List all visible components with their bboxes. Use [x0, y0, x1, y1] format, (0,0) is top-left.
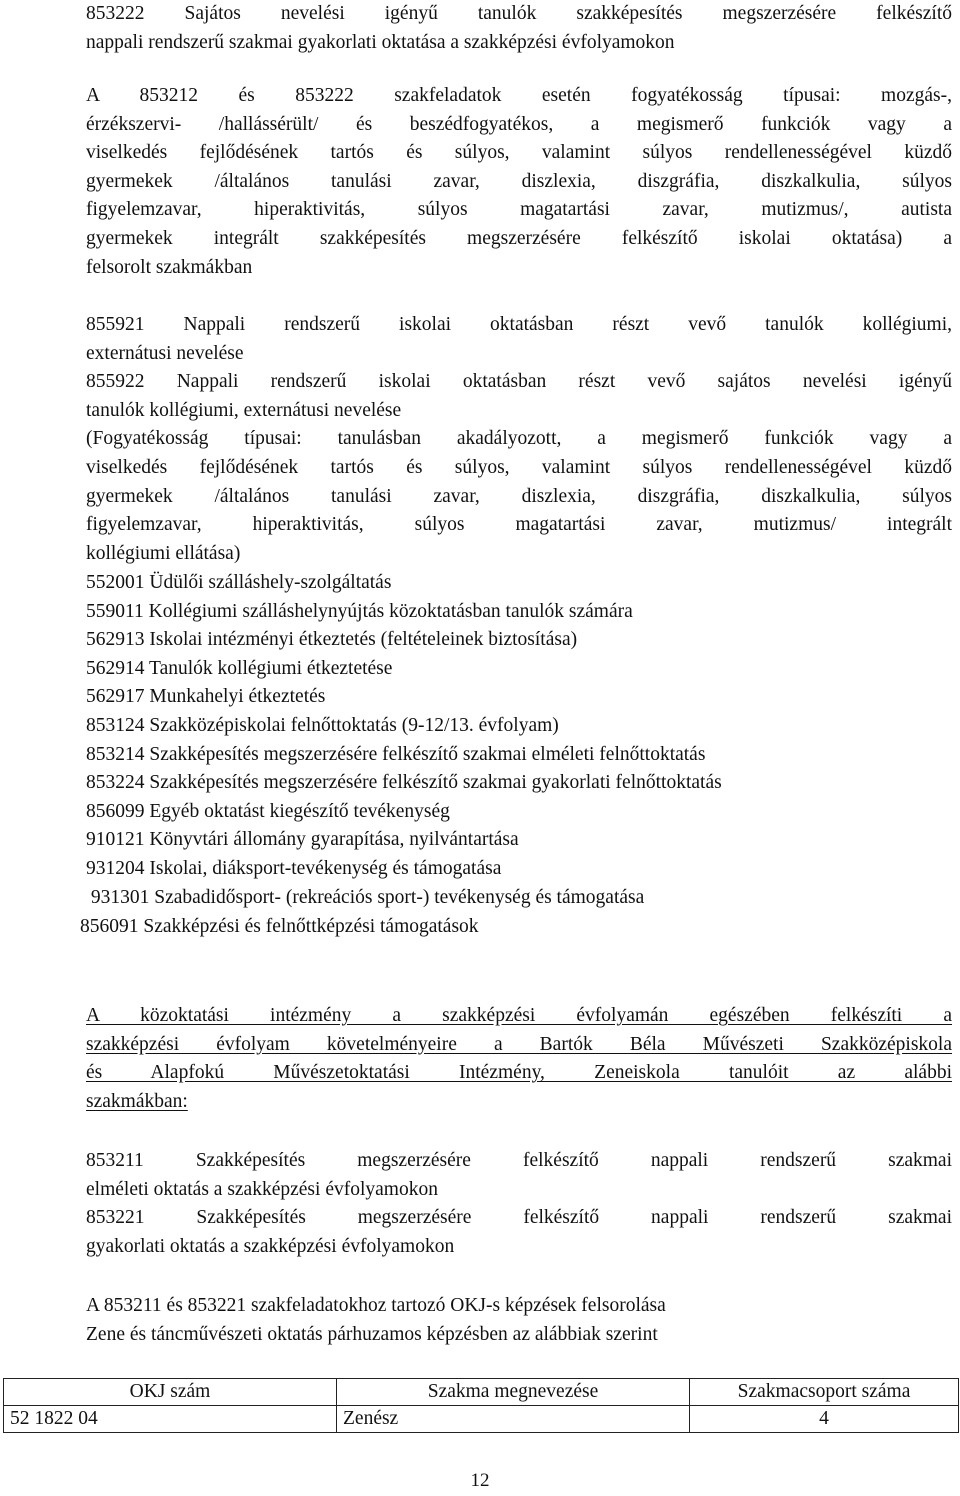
table-row — [4, 1406, 959, 1433]
paragraph-line: A 853212 és 853222 szakfeladatok esetén fogyatékosság típusai: mozgás-, — [86, 85, 952, 106]
list-item: 853214 Szakképesítés megszerzésére felkészítő szakmai elméleti felnőttoktatás — [86, 743, 706, 765]
list-item: 559011 Kollégiumi szálláshelynyújtás közoktatásban tanulók számára — [86, 600, 633, 622]
page-number: 12 — [470, 1470, 490, 1491]
paragraph-line: gyermekek integrált szakképesítés megszerzésére felkészítő iskolai oktatása) a — [86, 227, 952, 249]
paragraph-line: figyelemzavar, hiperaktivitás, súlyos magatartási zavar, mutizmus/, autista — [86, 199, 952, 221]
okj-table — [3, 1378, 959, 1433]
underlined-line: A közoktatási intézmény a szakképzési évfolyamán egészében felkészíti a — [86, 1005, 952, 1026]
table-header-cell: Szakmacsoport száma — [690, 1379, 959, 1406]
list-item: 856091 Szakképzési és felnőttképzési támogatások — [80, 916, 479, 937]
paragraph-line: viselkedés fejlődésének tartós és súlyos, valamint súlyos rendellenességével küzdő — [86, 456, 952, 478]
paragraph-line: felsorolt szakmákban — [86, 256, 253, 278]
table-cell: 4 — [690, 1406, 959, 1433]
underlined-line: és Alapfokú Művészetoktatási Intézmény, Zeneiskola tanulóit az alábbi — [86, 1062, 952, 1084]
paragraph-line: tanulók kollégiumi, externátusi nevelése — [86, 399, 402, 421]
underlined-line: szakmákban: — [86, 1090, 188, 1112]
underlined-statement — [86, 1002, 952, 1116]
paragraph-line: 855921 Nappali rendszerű iskolai oktatásban részt vevő tanulók kollégiumi, — [86, 314, 952, 335]
paragraph-line: A 853211 és 853221 szakfeladatokhoz tartozó OKJ-s képzések felsorolása — [86, 1295, 666, 1316]
table-header-row — [4, 1379, 959, 1406]
underlined-line: szakképzési évfolyam követelményeire a Bartók Béla Művészeti Szakközépiskola — [86, 1033, 952, 1055]
paragraph-line: gyermekek /általános tanulási zavar, diszlexia, diszgráfia, diszkalkulia, súlyos — [86, 485, 952, 507]
heading-line: nappali rendszerű szakmai gyakorlati oktatása a szakképzési évfolyamokon — [86, 31, 675, 53]
kollegium-paragraph — [86, 311, 952, 568]
paragraph-line: érzékszervi- /hallássérült/ és beszédfogyatékos, a megismerő funkciók vagy a — [86, 113, 952, 135]
paragraph-line: kollégiumi ellátása) — [86, 542, 241, 564]
heading-block — [86, 0, 952, 57]
list-item: 853124 Szakközépiskolai felnőttoktatás (9-12/13. évfolyam) — [86, 714, 559, 736]
paragraph-line: Zene és táncművészeti oktatás párhuzamos képzésben az alábbiak szerint — [86, 1323, 658, 1345]
paragraph-line: gyermekek /általános tanulási zavar, diszlexia, diszgráfia, diszkalkulia, súlyos — [86, 170, 952, 192]
paragraph-line: 853211 Szakképesítés megszerzésére felkészítő nappali rendszerű szakmai — [86, 1150, 952, 1171]
list-item: 856099 Egyéb oktatást kiegészítő tevékenység — [86, 800, 450, 822]
table-cell: Zenész — [337, 1406, 690, 1433]
paragraph-line: figyelemzavar, hiperaktivitás, súlyos magatartási zavar, mutizmus/ integrált — [86, 514, 952, 536]
paragraph-line: (Fogyatékosság típusai: tanulásban akadályozott, a megismerő funkciók vagy a — [86, 428, 952, 450]
szakfeladat-list — [86, 569, 952, 912]
table-header-cell: OKJ szám — [4, 1379, 337, 1406]
paragraph-line: 855922 Nappali rendszerű iskolai oktatásban részt vevő sajátos nevelési igényű — [86, 371, 952, 393]
list-item: 562917 Munkahelyi étkeztetés — [86, 686, 326, 708]
paragraph-line: externátusi nevelése — [86, 342, 244, 364]
list-item: 931204 Iskolai, diáksport-tevékenység és támogatása — [86, 857, 502, 879]
list-item: 552001 Üdülői szálláshely-szolgáltatás — [86, 572, 392, 593]
paragraph-line: 853221 Szakképesítés megszerzésére felkészítő nappali rendszerű szakmai — [86, 1207, 952, 1229]
list-item: 562913 Iskolai intézményi étkeztetés (feltételeinek biztosítása) — [86, 629, 578, 651]
heading-line: 853222 Sajátos nevelési igényű tanulók szakképesítés megszerzésére felkészítő — [86, 3, 952, 24]
table-cell: 52 1822 04 — [4, 1406, 337, 1433]
szakkepzes-paragraph — [86, 1147, 952, 1261]
list-item: 910121 Könyvtári állomány gyarapítása, nyilvántartása — [86, 829, 519, 851]
list-item: 562914 Tanulók kollégiumi étkeztetése — [86, 657, 393, 679]
paragraph-line: elméleti oktatás a szakképzési évfolyamokon — [86, 1178, 438, 1200]
szakfeladat-list-last — [80, 913, 946, 942]
paragraph-line: viselkedés fejlődésének tartós és súlyos, valamint súlyos rendellenességével küzdő — [86, 142, 952, 164]
paragraph-line: gyakorlati oktatás a szakképzési évfolyamokon — [86, 1235, 455, 1257]
okj-intro-paragraph — [86, 1292, 952, 1349]
list-item: 853224 Szakképesítés megszerzésére felkészítő szakmai gyakorlati felnőttoktatás — [86, 772, 722, 794]
table-header-cell: Szakma megnevezése — [337, 1379, 690, 1406]
fogyatekossag-paragraph — [86, 82, 952, 282]
list-item: 931301 Szabadidősport- (rekreációs sport-) tevékenység és támogatása — [86, 886, 645, 908]
